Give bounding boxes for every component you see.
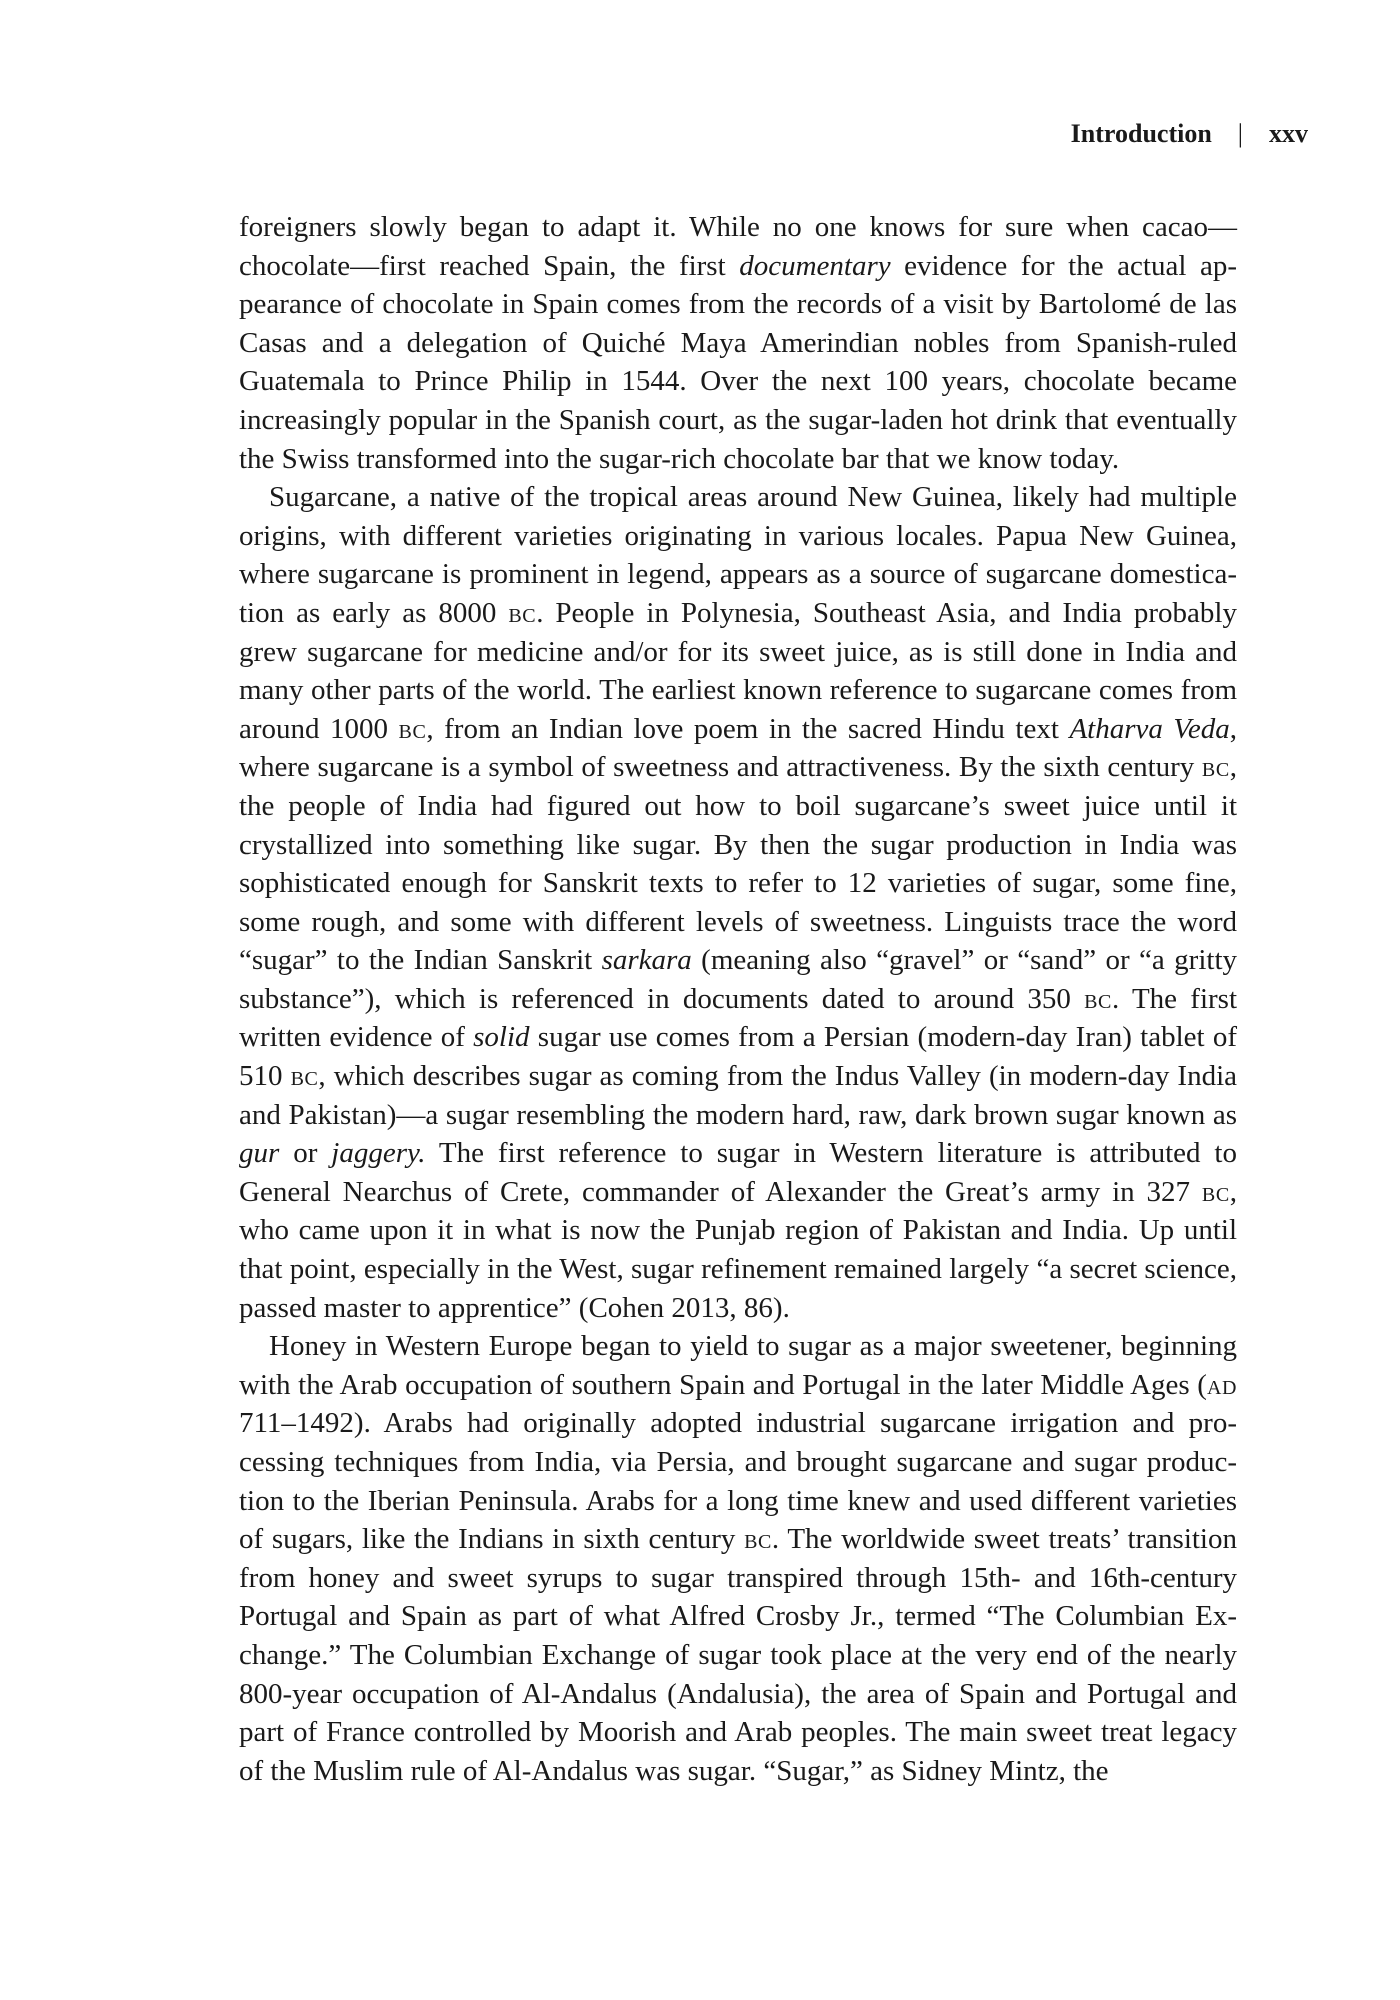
text-run: , who came upon it in what is now the Punjab region of Pakistan and India. Up until that point, especially in the West, sugar refinement remained largely “a secret science, passed master to apprentice” (Cohen 2013, 86). xyxy=(239,1175,1237,1324)
text-run: (meaning also “gravel” or “sand” or “a gritty substance”), which is referenced in documents dated to around 350 xyxy=(239,944,1238,1015)
italic-text: solid xyxy=(473,1021,530,1054)
text-run: , the people of India had figured out how to boil sugarcane’s sweet juice until it crystallized into something like sugar. By then the sugar production in India was sophisticated enough for Sanskrit texts to refer to 12 varieties of sugar, some fine, some rough, and some with different levels of sweetness. Linguists trace the word “sugar” to the Indian Sanskrit xyxy=(239,751,1237,977)
page-number: xxv xyxy=(1269,119,1308,148)
text-run: , where sugarcane is a symbol of sweetness and attractiveness. By the sixth century xyxy=(239,712,1237,784)
text-run: or xyxy=(279,1137,332,1170)
text-run: . People in Polynesia, Southeast Asia, and India probably grew sugarcane for medicine and/or for its sweet juice, as is still done in India and many other parts of the world. The earliest known reference to sugarcane comes from around 1000 xyxy=(239,596,1237,745)
text-run: , from an Indian love poem in the sacred Hindu text xyxy=(426,712,1070,745)
small-caps-text: bc xyxy=(290,1060,319,1093)
italic-text: documentary xyxy=(739,249,891,282)
small-caps-text: ad xyxy=(1206,1368,1237,1401)
text-run: sugar use comes from a Persian (modern-day Iran) tablet of 510 xyxy=(239,1021,1238,1093)
small-caps-text: bc xyxy=(744,1523,772,1556)
text-run: foreigners slowly began to adapt it. While no one knows for sure when cacao—chocolate—first reached Spain, the first xyxy=(239,211,1237,282)
body-text xyxy=(239,208,1237,1790)
text-run: , which describes sugar as coming from the Indus Valley (in modern-day India and Pakistan)—a sugar resembling the modern hard, raw, dark brown sugar known as xyxy=(239,1060,1238,1131)
paragraph xyxy=(239,478,1237,1327)
small-caps-text: bc xyxy=(508,596,537,629)
section-title: Introduction xyxy=(1070,119,1212,148)
small-caps-text: bc xyxy=(398,712,427,745)
paragraph xyxy=(239,1327,1237,1790)
paragraph xyxy=(239,208,1237,478)
italic-text: jaggery. xyxy=(331,1137,426,1170)
running-head xyxy=(1071,119,1308,149)
small-caps-text: bc xyxy=(1201,751,1230,784)
text-run: . The first written evidence of xyxy=(239,982,1238,1054)
text-run: 711–1492). Arabs had originally adopted industrial sugarcane irrigation and processing techniques from India, via Persia, and brought sugarcane and sugar production to the Iberian Peninsula. Arabs for a long time knew and used different varieties of sugars, like the Indians in sixth century xyxy=(239,1407,1237,1556)
text-run: Sugarcane, a native of the tropical areas around New Guinea, likely had multiple origins, with different varieties originating in various locales. Papua New Guinea, where sugarcane is prominent in legend, appears as a source of sugarcane domestication as early as 8000 xyxy=(239,481,1237,629)
italic-text: sarkara xyxy=(601,944,692,977)
text-run: Honey in Western Europe began to yield to sugar as a major sweetener, beginning with the Arab occupation of southern Spain and Portugal in the later Middle Ages ( xyxy=(239,1330,1237,1401)
small-caps-text: bc xyxy=(1084,982,1112,1015)
header-separator: | xyxy=(1237,119,1243,148)
small-caps-text: bc xyxy=(1201,1175,1230,1208)
text-run: The first reference to sugar in Western literature is attributed to General Nearchus of Crete, commander of Alexander the Great’s army in 327 xyxy=(239,1137,1237,1208)
text-run: . The worldwide sweet treats’ transition from honey and sweet syrups to sugar transpired through 15th- and 16th-century Portugal and Spain as part of what Alfred Crosby Jr., termed “The Columbian Exchange.” The Columbian Exchange of sugar took place at the very end of the nearly 800-year occupation of Al-Andalus (Andalusia), the area of Spain and Portugal and part of France controlled by Moorish and Arab peoples. The main sweet treat legacy of the Muslim rule of Al-Andalus was sugar. “Sugar,” as Sidney Mintz, the xyxy=(239,1523,1237,1787)
text-run: evidence for the actual appearance of chocolate in Spain comes from the records of a visit by Bartolomé de las Casas and a delegation of Quiché Maya Amerindian nobles from Spanish-ruled Guatemala to Prince Philip in 1544. Over the next 100 years, chocolate became increasingly popular in the Spanish court, as the sugar-laden hot drink that eventually the Swiss transformed into the sugar-rich chocolate bar that we know today. xyxy=(239,249,1237,475)
italic-text: Atharva Veda xyxy=(1069,712,1230,745)
italic-text: gur xyxy=(239,1137,280,1170)
